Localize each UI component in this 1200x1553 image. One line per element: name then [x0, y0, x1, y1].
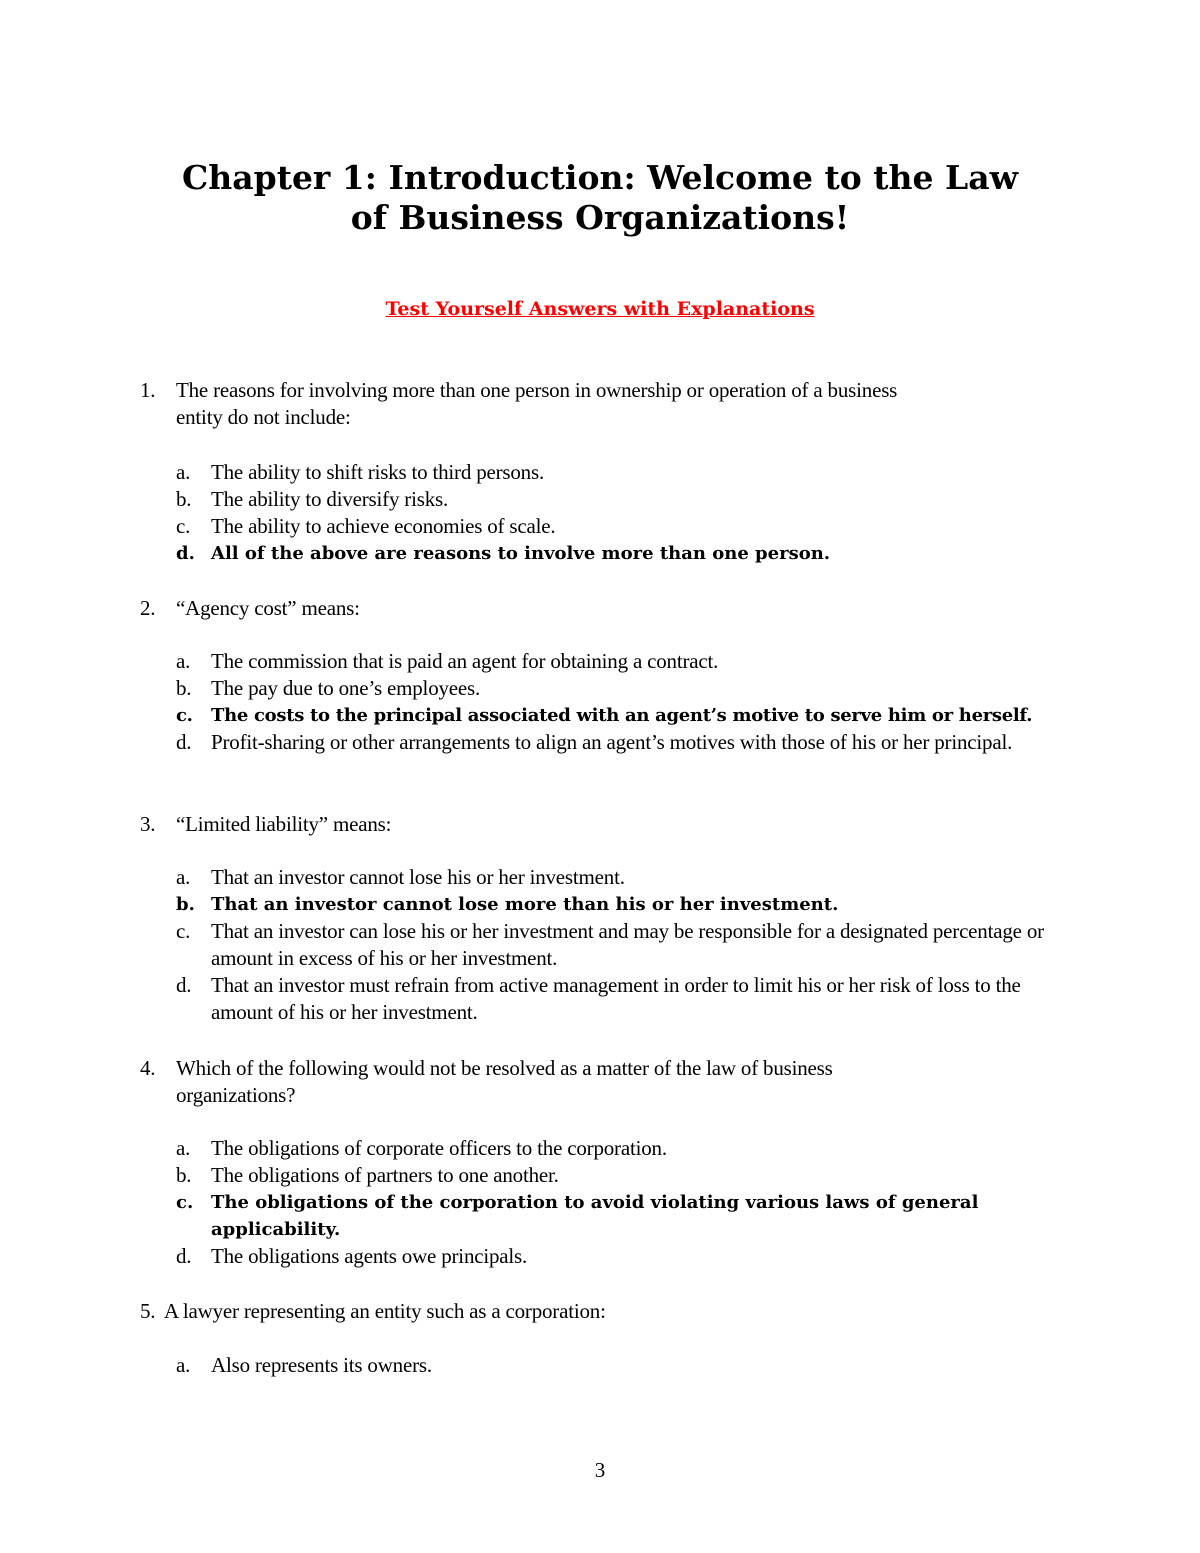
question-text: Which of the following would not be resolved as a matter of the law of business organizations?: [176, 1056, 833, 1107]
option-letter: d.: [176, 973, 192, 997]
title-line-1: Chapter 1: Introduction: Welcome to the Law: [181, 158, 1018, 197]
question-4: [140, 1055, 1070, 1109]
option-b: [176, 675, 1056, 702]
option-a: [176, 1135, 1056, 1162]
option-letter: a.: [176, 460, 191, 484]
option-letter: b.: [176, 676, 192, 700]
question-number: 1.: [140, 378, 156, 402]
option-text: Profit-sharing or other arrangements to align an agent’s motives with those of his or her principal.: [211, 730, 1013, 754]
option-c-correct: [176, 702, 1056, 729]
question-text: “Agency cost” means:: [176, 596, 360, 620]
option-c: [176, 918, 1056, 972]
question-number: 2.: [140, 596, 156, 620]
option-letter: c.: [176, 514, 191, 538]
title-line-2: of Business Organizations!: [350, 198, 850, 237]
question-5: [140, 1298, 1070, 1325]
question-2-options: [176, 648, 1056, 756]
question-number: 3.: [140, 812, 156, 836]
question-text: The reasons for involving more than one person in ownership or operation of a business entity do not include:: [176, 378, 898, 429]
option-text: All of the above are reasons to involve more than one person.: [211, 543, 831, 564]
option-letter: c.: [176, 705, 193, 726]
option-text: That an investor can lose his or her investment and may be responsible for a designated percentage or amount in excess of his or her investment.: [211, 919, 1044, 970]
option-d: [176, 1243, 1056, 1270]
option-d: [176, 729, 1056, 756]
option-d: [176, 972, 1056, 1026]
option-text: The obligations of corporate officers to the corporation.: [211, 1136, 667, 1160]
option-c-correct: [176, 1189, 1001, 1243]
option-a: [176, 648, 1056, 675]
option-text: The commission that is paid an agent for obtaining a contract.: [211, 649, 719, 673]
section-subtitle: Test Yourself Answers with Explanations: [385, 298, 815, 320]
option-letter: c.: [176, 1192, 194, 1213]
option-letter: a.: [176, 1136, 191, 1160]
option-a: [176, 864, 1056, 891]
option-letter: b.: [176, 487, 192, 511]
question-1: [140, 377, 1070, 431]
option-text: That an investor cannot lose his or her investment.: [211, 865, 625, 889]
option-letter: b.: [176, 1163, 192, 1187]
option-text: The obligations of the corporation to avoid violating various laws of general applicability.: [211, 1192, 979, 1240]
question-4-options: [176, 1135, 1056, 1270]
option-text: The ability to achieve economies of scale.: [211, 514, 556, 538]
option-letter: a.: [176, 649, 191, 673]
option-letter: d.: [176, 1244, 192, 1268]
page-title: [0, 158, 1200, 238]
question-1-options: [176, 459, 1056, 567]
option-letter: a.: [176, 1353, 191, 1377]
option-text: The ability to shift risks to third persons.: [211, 460, 545, 484]
question-number: 4.: [140, 1056, 156, 1080]
option-b: [176, 1162, 1056, 1189]
question-3-options: [176, 864, 1056, 1026]
option-a: [176, 1352, 1056, 1379]
question-text: “Limited liability” means:: [176, 812, 392, 836]
option-text: The obligations agents owe principals.: [211, 1244, 528, 1268]
option-text: That an investor must refrain from active management in order to limit his or her risk of loss to the amount of his or her investment.: [211, 973, 1021, 1024]
option-text: The ability to diversify risks.: [211, 487, 449, 511]
question-5-options: [176, 1352, 1056, 1379]
option-letter: d.: [176, 730, 192, 754]
question-2: [140, 595, 1070, 622]
option-letter: c.: [176, 919, 191, 943]
option-c: [176, 513, 1056, 540]
option-text: The pay due to one’s employees.: [211, 676, 481, 700]
option-letter: a.: [176, 865, 191, 889]
question-3: [140, 811, 1070, 838]
option-text: Also represents its owners.: [211, 1353, 432, 1377]
option-b: [176, 486, 1056, 513]
page-number: 3: [594, 1458, 606, 1482]
question-number: 5.: [140, 1299, 156, 1323]
option-text: The costs to the principal associated with an agent’s motive to serve him or herself.: [211, 705, 1033, 726]
option-b-correct: [176, 891, 1056, 918]
option-text: The obligations of partners to one another.: [211, 1163, 559, 1187]
option-d-correct: [176, 540, 1056, 567]
option-letter: d.: [176, 543, 195, 564]
option-a: [176, 459, 1056, 486]
option-letter: b.: [176, 894, 195, 915]
option-text: That an investor cannot lose more than his or her investment.: [211, 894, 839, 915]
question-text: A lawyer representing an entity such as a corporation:: [164, 1299, 606, 1323]
